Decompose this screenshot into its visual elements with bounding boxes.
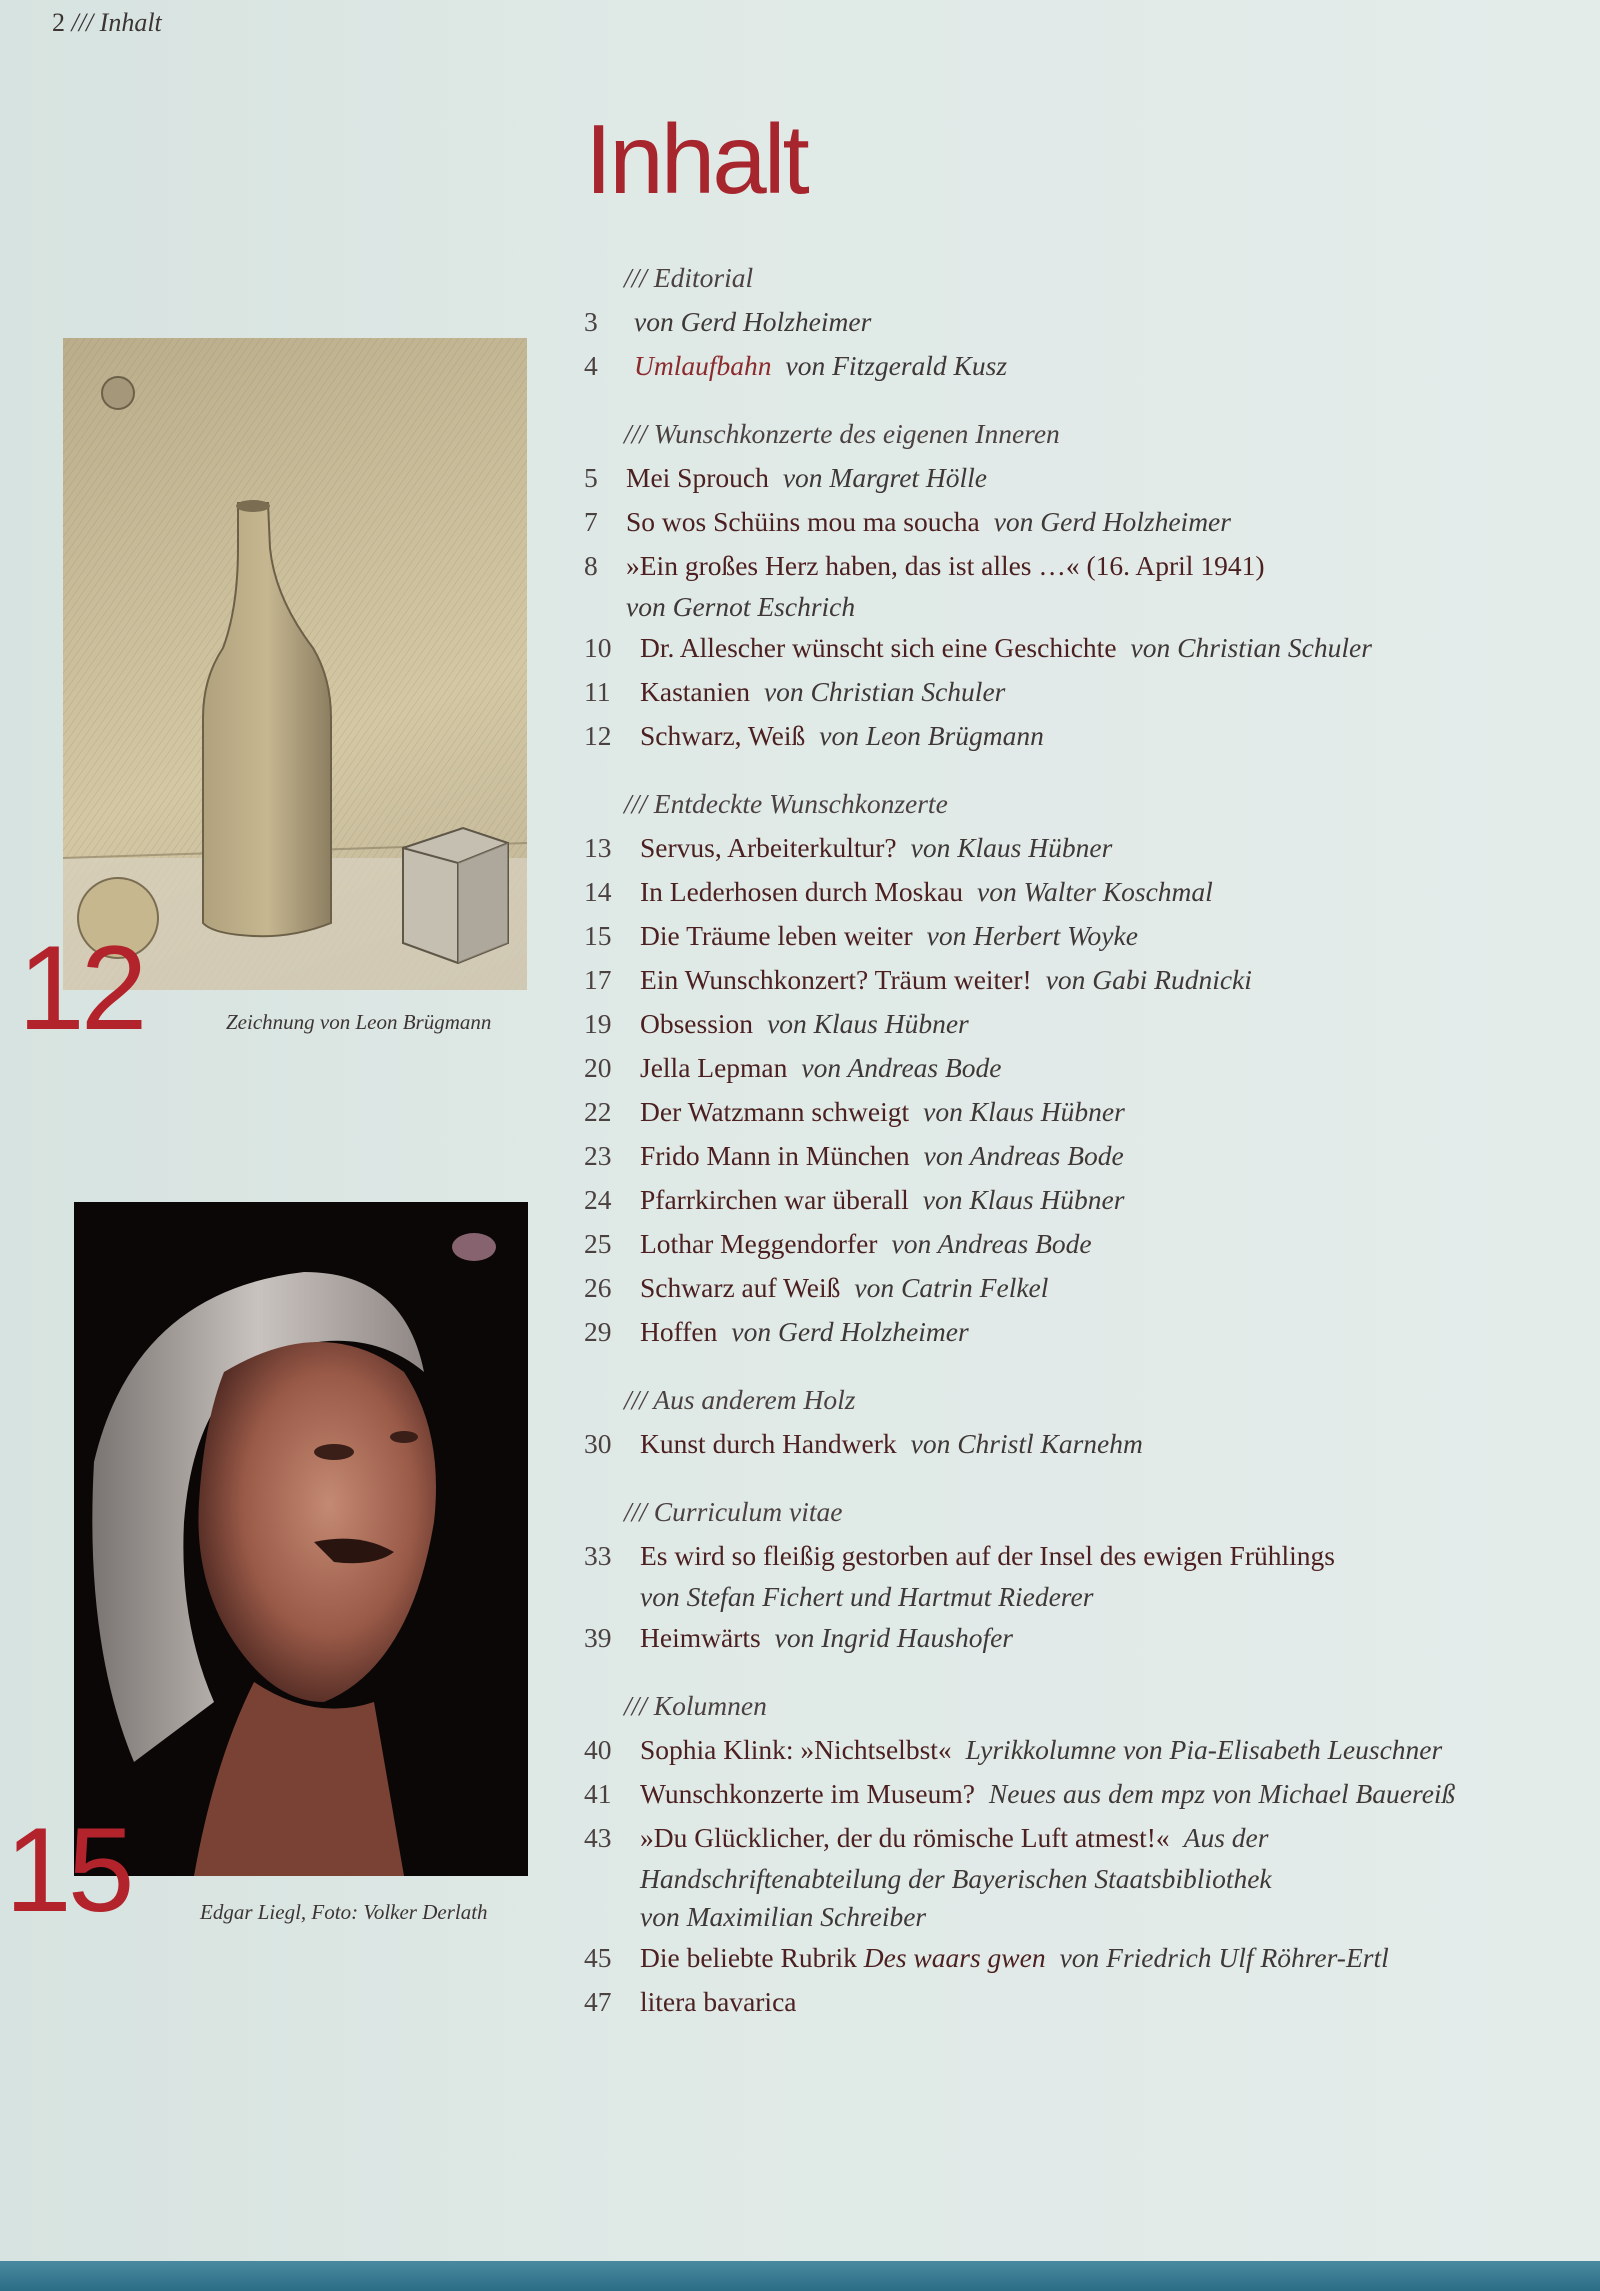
toc-entry[interactable] [584,1090,1564,1134]
toc-title: Sophia Klink: »Nichtselbst« [640,1734,952,1765]
photo-caption: Edgar Liegl, Foto: Volker Derlath [200,1900,488,1924]
running-head-sep: /// [71,8,94,37]
toc-title: Umlaufbahn [634,350,772,381]
toc-page-number: 15 [584,920,612,951]
toc-page-number: 17 [584,964,612,995]
toc-page-number: 3 [584,306,598,337]
toc-title: Kastanien [640,676,750,707]
toc-page-number: 10 [584,632,612,663]
toc-entry[interactable] [584,670,1564,714]
toc-title: Dr. Allescher wünscht sich eine Geschichte [640,632,1117,663]
toc-entry[interactable] [584,456,1564,500]
toc-title: Wunschkonzerte im Museum? [640,1778,975,1809]
toc-title: Es wird so fleißig gestorben auf der Insel des ewigen Frühlings [640,1540,1335,1571]
toc-author: von Christian Schuler [763,676,1006,707]
toc-entry[interactable] [584,1422,1564,1466]
toc-title-italic: Des waars gwen [863,1942,1046,1973]
toc-author: von Herbert Woyke [926,920,1138,951]
running-head-label: Inhalt [99,8,162,37]
toc-entry[interactable] [584,500,1564,544]
toc-title: Der Watzmann schweigt [640,1096,910,1127]
toc-author: Lyrikkolumne von Pia-Elisabeth Leuschner [965,1734,1443,1765]
toc-page-number: 4 [584,350,598,381]
toc-entry[interactable] [584,1266,1564,1310]
toc-entry[interactable] [584,1222,1564,1266]
toc-entry[interactable] [584,1002,1564,1046]
toc-author: von Gabi Rudnicki [1045,964,1252,995]
drawing-page-number: 12 [18,921,144,1055]
toc-title: Die Träume leben weiter [640,920,913,951]
table-of-contents [584,256,1564,2024]
toc-page-number: 45 [584,1942,612,1973]
toc-author: von Andreas Bode [891,1228,1092,1259]
toc-title: Pfarrkirchen war überall [640,1184,909,1215]
toc-page-number: 41 [584,1778,612,1809]
toc-entry[interactable] [584,1816,1564,1936]
toc-author: von Margret Hölle [782,462,988,493]
toc-page-number: 24 [584,1184,612,1215]
toc-author: von Walter Koschmal [977,876,1213,907]
toc-author: von Gerd Holzheimer [731,1316,969,1347]
section-heading-wunschkonzerte: /// Wunschkonzerte des eigenen Inneren [624,418,1060,449]
toc-title: Kunst durch Handwerk [640,1428,897,1459]
toc-page-number: 13 [584,832,612,863]
toc-title: »Du Glücklicher, der du römische Luft atmest!« [640,1822,1170,1853]
toc-entry[interactable] [584,826,1564,870]
toc-title: Ein Wunschkonzert? Träum weiter! [640,964,1032,995]
toc-page-number: 47 [584,1986,612,2017]
toc-author: von Klaus Hübner [923,1096,1125,1127]
toc-page-number: 39 [584,1622,612,1653]
toc-author: von Catrin Felkel [854,1272,1049,1303]
toc-page-number: 11 [584,676,611,707]
toc-author-line: von Maximilian Schreiber [640,1901,927,1932]
toc-page-number: 33 [584,1540,612,1571]
toc-entry[interactable] [584,914,1564,958]
toc-title: Die beliebte Rubrik [640,1942,857,1973]
toc-entry[interactable] [584,626,1564,670]
toc-entry[interactable] [584,1772,1564,1816]
portrait-image [74,1202,528,1876]
toc-author: von Gernot Eschrich [626,591,856,622]
toc-author: Aus der [1183,1822,1269,1853]
portrait-photo [74,1202,528,1876]
toc-entry[interactable] [584,544,1564,626]
toc-author: von Fitzgerald Kusz [785,350,1008,381]
toc-page-number: 23 [584,1140,612,1171]
toc-entry[interactable] [584,1534,1564,1616]
toc-page-number: 12 [584,720,612,751]
toc-author: von Klaus Hübner [910,832,1113,863]
toc-title: So wos Schüins mou ma soucha [626,506,980,537]
bottom-edge-strip [0,2261,1600,2291]
toc-entry[interactable] [584,1728,1564,1772]
toc-author: von Friedrich Ulf Röhrer-Ertl [1059,1942,1389,1973]
toc-title: litera bavarica [640,1986,797,2017]
toc-entry[interactable] [584,714,1564,758]
toc-page-number: 40 [584,1734,612,1765]
toc-entry[interactable] [584,1980,1564,2024]
section-heading-entdeckte: /// Entdeckte Wunschkonzerte [624,788,948,819]
still-life-drawing [63,338,527,990]
drawing-caption: Zeichnung von Leon Brügmann [226,1010,492,1034]
toc-author: von Gerd Holzheimer [634,306,872,337]
toc-page-number: 20 [584,1052,612,1083]
running-head [52,8,162,38]
toc-page-number: 25 [584,1228,612,1259]
toc-entry[interactable] [584,1178,1564,1222]
toc-page-number: 14 [584,876,612,907]
toc-title: Servus, Arbeiterkultur? [640,832,897,863]
toc-title: Schwarz, Weiß [640,720,806,751]
toc-title: Mei Sprouch [626,462,769,493]
section-heading-curriculum: /// Curriculum vitae [624,1496,843,1527]
page-title: Inhalt [585,104,807,214]
toc-entry[interactable] [584,1046,1564,1090]
toc-entry[interactable] [584,1134,1564,1178]
toc-entry[interactable] [584,870,1564,914]
toc-author-line: Handschriftenabteilung der Bayerischen Staatsbibliothek [640,1863,1272,1894]
toc-entry[interactable] [584,344,1564,388]
toc-title: »Ein großes Herz haben, das ist alles …« (16. April 1941) [626,550,1265,581]
toc-page-number: 26 [584,1272,612,1303]
toc-author: von Leon Brügmann [819,720,1044,751]
toc-entry[interactable] [584,300,1564,344]
toc-page-number: 19 [584,1008,612,1039]
toc-title: Schwarz auf Weiß [640,1272,841,1303]
toc-page-number: 43 [584,1822,612,1853]
section-heading-kolumnen: /// Kolumnen [624,1690,767,1721]
toc-entry[interactable] [584,958,1564,1002]
section-heading-holz: /// Aus anderem Holz [624,1384,856,1415]
toc-page-number: 7 [584,506,598,537]
toc-author: von Klaus Hübner [767,1008,969,1039]
toc-page-number: 30 [584,1428,612,1459]
toc-author: von Klaus Hübner [922,1184,1125,1215]
running-head-page: 2 [52,8,65,37]
toc-author: von Gerd Holzheimer [993,506,1231,537]
toc-title: Heimwärts [640,1622,761,1653]
photo-page-number: 15 [5,1803,131,1937]
drawing-image [63,338,527,990]
toc-entry[interactable] [584,1310,1564,1354]
toc-title: Lothar Meggendorfer [640,1228,878,1259]
toc-page-number: 22 [584,1096,612,1127]
toc-title: Jella Lepman [640,1052,788,1083]
toc-author: von Stefan Fichert und Hartmut Riederer [640,1581,1094,1612]
toc-title: In Lederhosen durch Moskau [640,876,964,907]
toc-title: Hoffen [640,1316,718,1347]
toc-author: Neues aus dem mpz von Michael Bauereiß [988,1778,1456,1809]
toc-title: Obsession [640,1008,754,1039]
toc-author: von Andreas Bode [923,1140,1124,1171]
toc-title: Frido Mann in München [640,1140,910,1171]
section-heading-editorial: /// Editorial [624,262,754,293]
toc-author: von Christian Schuler [1130,632,1372,663]
toc-page-number: 5 [584,462,598,493]
toc-entry[interactable] [584,1616,1564,1660]
toc-page-number: 29 [584,1316,612,1347]
toc-entry[interactable] [584,1936,1564,1980]
toc-page-number: 8 [584,550,598,581]
toc-author: von Christl Karnehm [910,1428,1143,1459]
toc-author: von Ingrid Haushofer [774,1622,1013,1653]
toc-author: von Andreas Bode [801,1052,1002,1083]
